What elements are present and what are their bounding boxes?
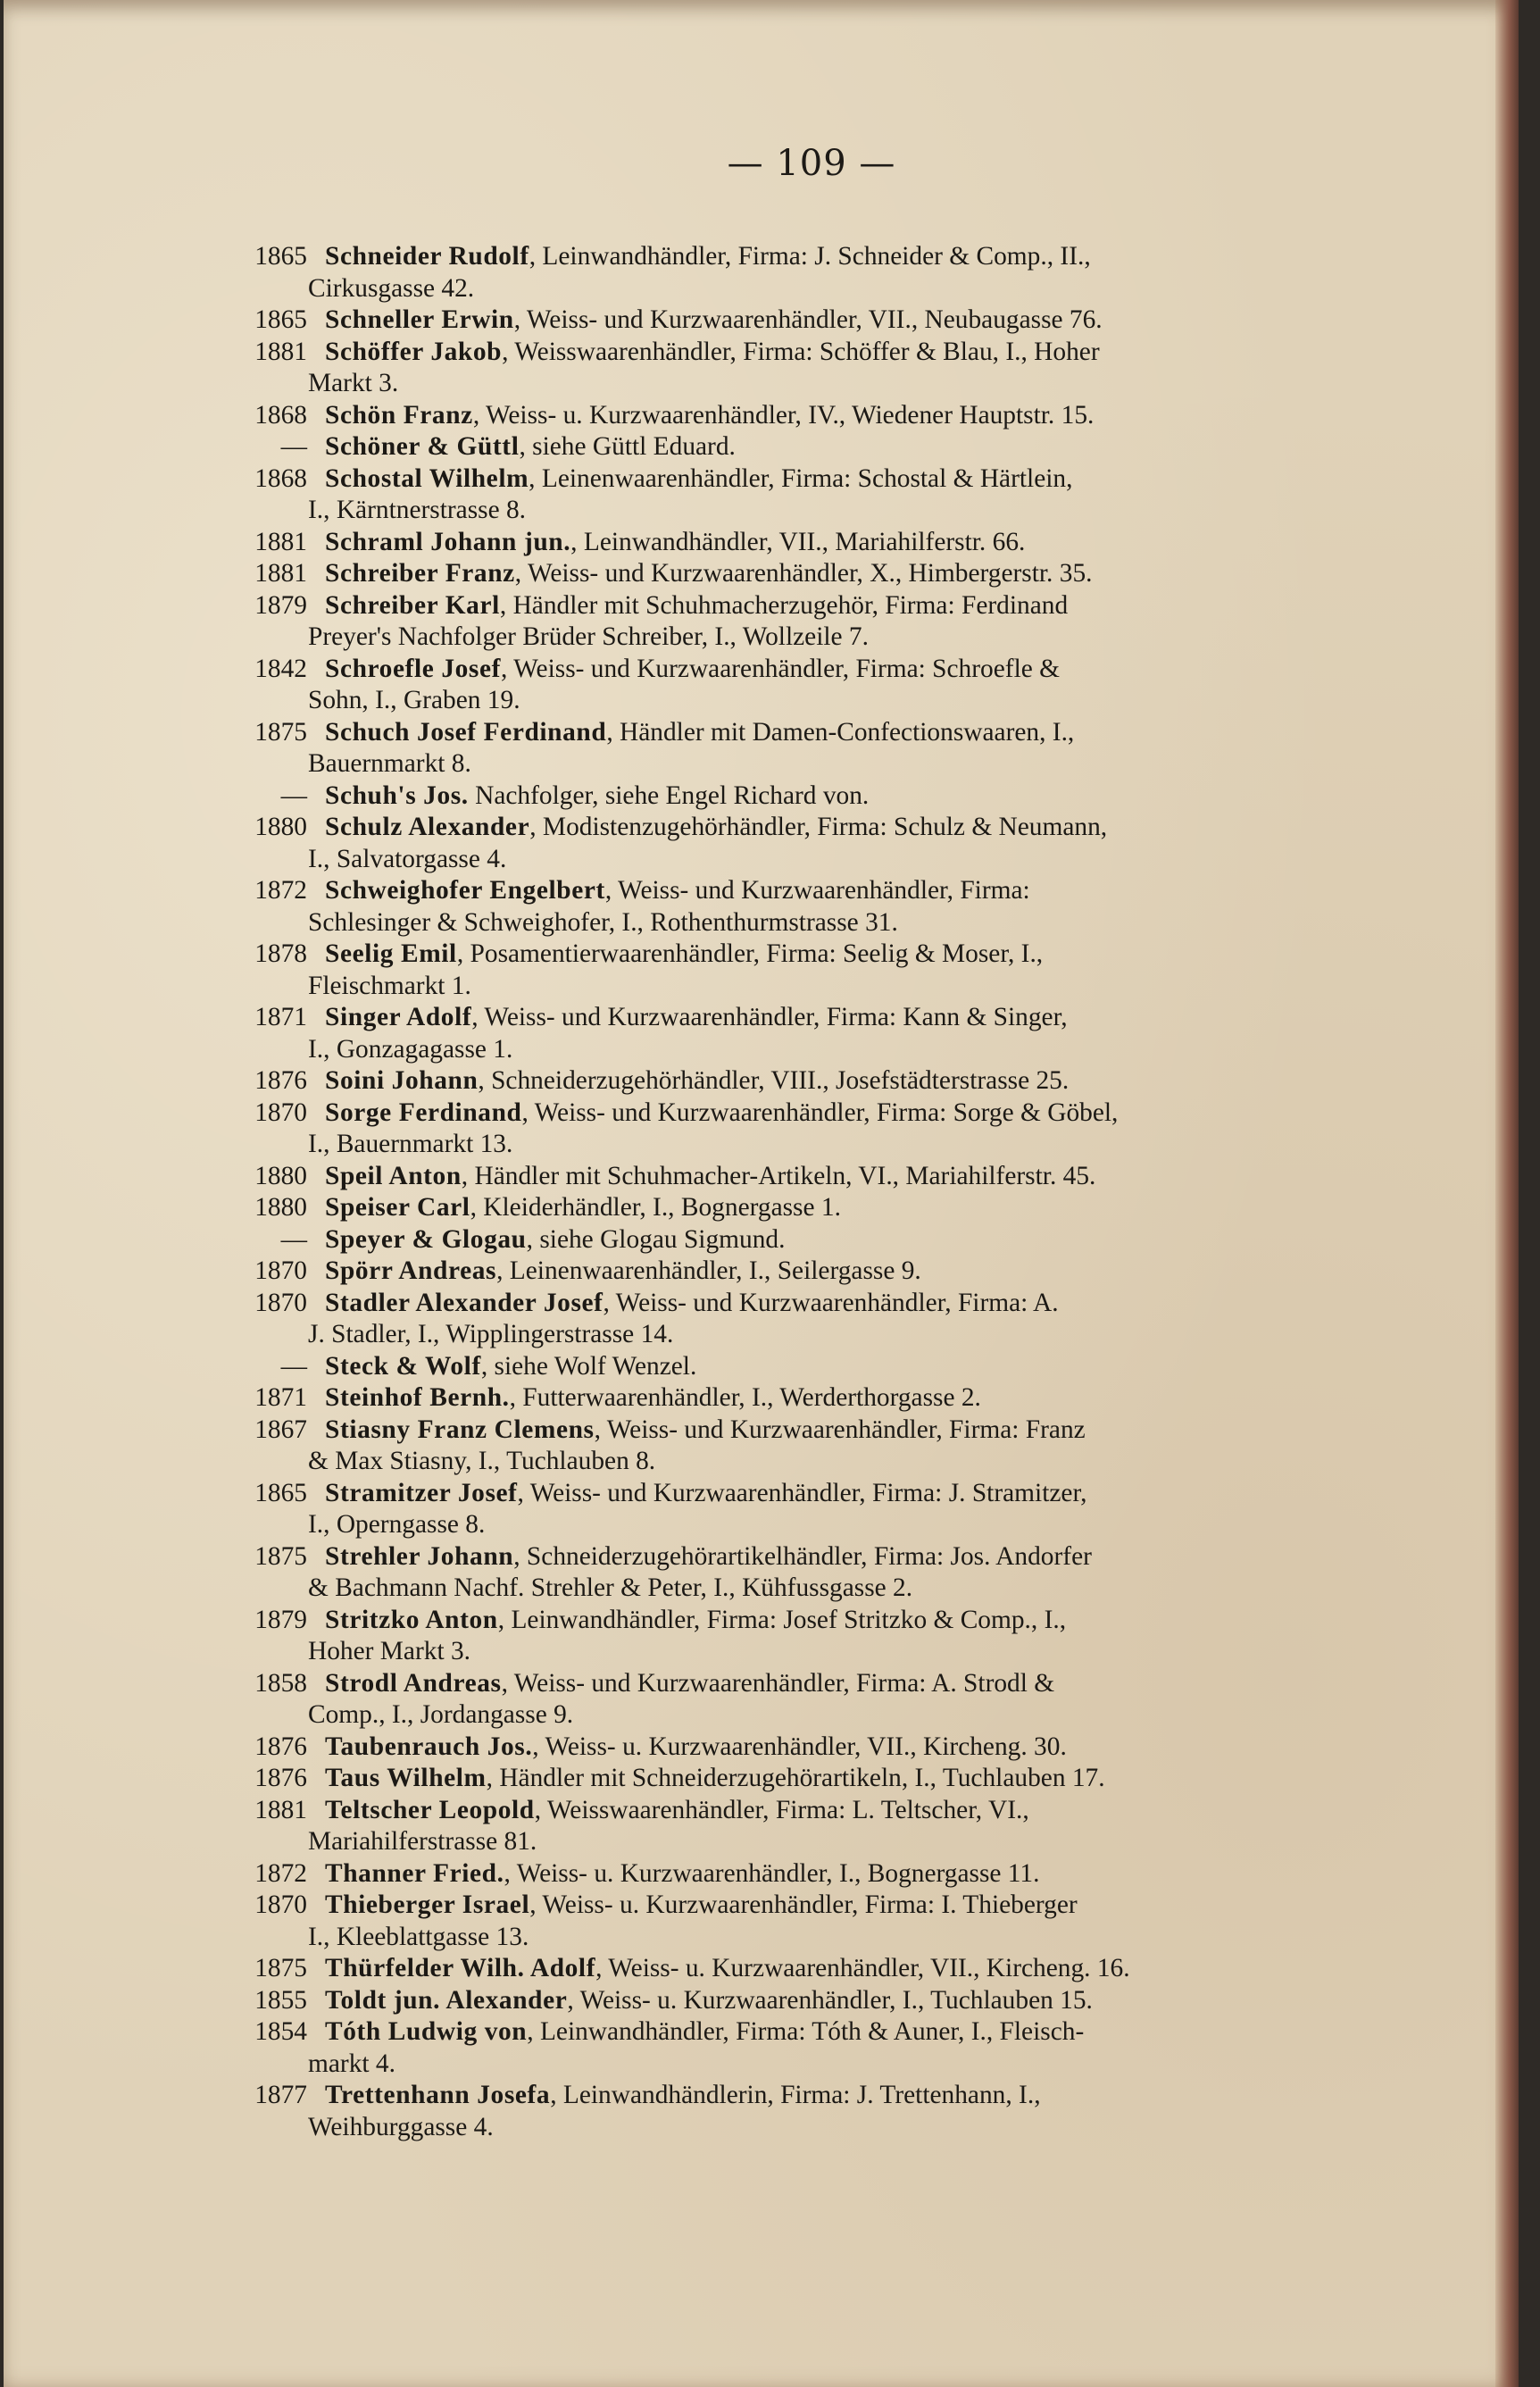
entry-first-line	[209, 1382, 1387, 1415]
entry-text	[325, 1288, 1387, 1320]
entry-name: Schön Franz	[325, 400, 473, 430]
directory-entry	[209, 1795, 1387, 1858]
entry-name: Toldt jun. Alexander	[325, 1985, 568, 2015]
entry-continuation: Bauernmarkt 8.	[308, 749, 471, 778]
entry-first-line	[209, 1985, 1387, 2017]
entry-name: Speyer & Glogau	[325, 1224, 527, 1254]
page-edge	[1495, 0, 1519, 2387]
entry-continuation: Schlesinger & Schweighofer, I., Rothenthurmstrasse 31.	[308, 907, 898, 937]
entry-details: , Weisswaarenhändler, Firma: Schöffer & Blau, I., Hoher	[502, 337, 1100, 366]
entry-continuation: markt 4.	[308, 2049, 395, 2078]
directory-entry	[209, 654, 1387, 717]
book-page	[4, 0, 1519, 2387]
entry-continuation: Preyer's Nachfolger Brüder Schreiber, I., Wollzeile 7.	[308, 622, 869, 651]
entry-first-line	[209, 1351, 1387, 1383]
entry-text	[325, 654, 1387, 686]
directory-entries	[209, 241, 1387, 2143]
entry-text	[325, 939, 1387, 971]
entry-first-line	[209, 1858, 1387, 1890]
entry-year: 1871	[254, 1383, 307, 1412]
entry-text	[325, 431, 1387, 463]
entry-first-line	[209, 590, 1387, 622]
entry-first-line	[209, 1953, 1387, 1985]
entry-first-line	[209, 780, 1387, 813]
entry-name: Schuch Josef Ferdinand	[325, 717, 607, 747]
entry-first-line	[209, 875, 1387, 907]
entry-continuation: Fleischmarkt 1.	[308, 971, 471, 1000]
directory-entry	[209, 558, 1387, 590]
entry-text	[325, 1478, 1387, 1510]
entry-name: Seelig Emil	[325, 939, 457, 968]
entry-name: Schulz Alexander	[325, 813, 530, 841]
entry-name: Singer Adolf	[325, 1003, 472, 1031]
entry-year: 1880	[254, 1193, 307, 1222]
entry-first-line	[209, 1098, 1387, 1130]
directory-entry	[209, 717, 1387, 780]
directory-entry	[209, 1541, 1387, 1605]
entry-year: 1881	[254, 559, 307, 588]
entry-first-line	[209, 1224, 1387, 1256]
entry-first-line	[209, 1415, 1387, 1447]
entry-name: Stritzko Anton	[325, 1605, 498, 1634]
entry-text	[325, 2080, 1387, 2112]
directory-entry	[209, 527, 1387, 559]
entry-text	[325, 1541, 1387, 1573]
entry-text	[325, 527, 1387, 559]
entry-text	[325, 1224, 1387, 1256]
directory-entry	[209, 812, 1387, 875]
entry-first-line	[209, 1161, 1387, 1193]
entry-first-line	[209, 1256, 1387, 1288]
entry-name: Strehler Johann	[325, 1541, 514, 1571]
entry-continuation: I., Operngasse 8.	[308, 1510, 486, 1539]
entry-year: 1865	[254, 1478, 307, 1507]
directory-entry	[209, 1605, 1387, 1668]
entry-details: , Leinwandhändler, Firma: J. Schneider & Comp., II.,	[529, 242, 1091, 271]
directory-entry	[209, 2016, 1387, 2080]
entry-text	[325, 1351, 1387, 1383]
entry-name: Taus Wilhelm	[325, 1764, 487, 1792]
entry-text	[325, 1985, 1387, 2017]
entry-name: Tóth Ludwig von	[325, 2017, 528, 2046]
entry-text	[325, 1795, 1387, 1827]
entry-name: Schostal Wilhelm	[325, 463, 529, 493]
entry-text	[325, 1002, 1387, 1034]
entry-continuation: & Max Stiasny, I., Tuchlauben 8.	[308, 1447, 656, 1475]
directory-entry	[209, 1224, 1387, 1256]
directory-entry	[209, 939, 1387, 1002]
entry-name: Schreiber Franz	[325, 559, 515, 588]
entry-continuation: I., Bauernmarkt 13.	[308, 1130, 513, 1158]
directory-entry	[209, 1890, 1387, 1953]
entry-name: Steck & Wolf	[325, 1351, 481, 1381]
entry-details: , Weiss- u. Kurzwaarenhändler, I., Tuchlauben 15.	[567, 1985, 1093, 2015]
entry-details: , Weiss- und Kurzwaarenhändler, Firma: A.	[603, 1288, 1059, 1317]
entry-continuation: Cirkusgasse 42.	[308, 273, 475, 303]
entry-name: Schöner & Güttl	[325, 432, 520, 461]
directory-entry	[209, 1478, 1387, 1541]
entry-details: , Weiss- und Kurzwaarenhändler, X., Himbergerstr. 35.	[514, 559, 1093, 588]
entry-continuation: Comp., I., Jordangasse 9.	[308, 1700, 574, 1729]
entry-first-line	[209, 1288, 1387, 1320]
entry-first-line	[209, 400, 1387, 432]
directory-entry	[209, 1985, 1387, 2017]
entry-name: Thanner Fried.	[325, 1858, 504, 1888]
page-number: — 109 —	[727, 143, 896, 184]
entry-text	[325, 241, 1387, 273]
entry-first-line	[209, 654, 1387, 686]
entry-year: 1875	[254, 1954, 307, 1982]
entry-details: , Weisswaarenhändler, Firma: L. Teltscher, VI.,	[534, 1795, 1029, 1824]
entry-year: 1854	[254, 2017, 307, 2046]
entry-year: 1858	[254, 1668, 307, 1698]
entry-first-line	[209, 812, 1387, 844]
entry-year: —	[280, 780, 307, 810]
entry-first-line	[209, 717, 1387, 749]
entry-continuation: I., Gonzagagasse 1.	[308, 1034, 513, 1064]
entry-text	[325, 1858, 1387, 1890]
entry-details: , Händler mit Schuhmacher-Artikeln, VI., Mariahilferstr. 45.	[461, 1161, 1096, 1190]
entry-name: Schreiber Karl	[325, 590, 500, 620]
entry-text	[325, 337, 1387, 369]
entry-text	[325, 1732, 1387, 1764]
entry-year: 1870	[254, 1256, 307, 1285]
entry-year: 1876	[254, 1764, 307, 1792]
entry-first-line	[209, 431, 1387, 463]
entry-details: , Leinenwaarenhändler, Firma: Schostal & Härtlein,	[529, 463, 1073, 493]
directory-entry	[209, 1382, 1387, 1415]
directory-entry	[209, 1351, 1387, 1383]
entry-text	[325, 1065, 1387, 1098]
entry-year: —	[280, 432, 307, 461]
entry-year: 1879	[254, 1605, 307, 1634]
entry-details: , Leinwandhändlerin, Firma: J. Trettenhann, I.,	[550, 2081, 1041, 2109]
entry-text	[325, 1953, 1387, 1985]
entry-year: 1879	[254, 590, 307, 620]
entry-details: , Weiss- und Kurzwaarenhändler, Firma: Franz	[594, 1415, 1086, 1444]
entry-continuation: I., Kärntnerstrasse 8.	[308, 496, 527, 524]
entry-first-line	[209, 337, 1387, 369]
entry-year: 1855	[254, 1985, 307, 2015]
entry-details: , Weiss- u. Kurzwaarenhändler, IV., Wiedener Hauptstr. 15.	[472, 400, 1095, 430]
entry-text	[325, 590, 1387, 622]
directory-entry	[209, 1288, 1387, 1351]
entry-first-line	[209, 1192, 1387, 1224]
directory-entry	[209, 337, 1387, 400]
entry-text	[325, 1192, 1387, 1224]
entry-continuation: Weihburggasse 4.	[308, 2112, 494, 2141]
entry-first-line	[209, 1763, 1387, 1795]
entry-text	[325, 780, 1387, 813]
directory-entry	[209, 1858, 1387, 1890]
entry-details: , Händler mit Damen-Confectionswaaren, I.,	[606, 717, 1075, 747]
entry-first-line	[209, 1605, 1387, 1637]
entry-text	[325, 2016, 1387, 2049]
entry-name: Thürfelder Wilh. Adolf	[325, 1954, 596, 1982]
directory-entry	[209, 400, 1387, 432]
entry-details: , siehe Glogau Sigmund.	[526, 1224, 786, 1254]
directory-entry	[209, 1256, 1387, 1288]
entry-year: 1881	[254, 1795, 307, 1824]
entry-first-line	[209, 305, 1387, 337]
entry-text	[325, 1161, 1387, 1193]
directory-entry	[209, 1161, 1387, 1193]
directory-entry	[209, 1002, 1387, 1065]
entry-continuation: Hoher Markt 3.	[308, 1637, 471, 1665]
entry-name: Stiasny Franz Clemens	[325, 1415, 595, 1444]
entry-text	[325, 558, 1387, 590]
directory-entry	[209, 305, 1387, 337]
entry-first-line	[209, 2080, 1387, 2112]
entry-name: Steinhof Bernh.	[325, 1383, 510, 1412]
entry-year: 1876	[254, 1066, 307, 1095]
entry-name: Stadler Alexander Josef	[325, 1288, 604, 1317]
entry-year: 1865	[254, 305, 307, 334]
directory-entry	[209, 1668, 1387, 1732]
entry-first-line	[209, 1732, 1387, 1764]
entry-text	[325, 717, 1387, 749]
entry-details: , Weiss- und Kurzwaarenhändler, Firma: Schroefle &	[501, 654, 1060, 683]
entry-text	[325, 463, 1387, 496]
entry-first-line	[209, 1002, 1387, 1034]
directory-entry	[209, 1732, 1387, 1764]
entry-text	[325, 1415, 1387, 1447]
entry-details: , Weiss- und Kurzwaarenhändler, Firma: J. Stramitzer,	[517, 1478, 1087, 1507]
entry-text	[325, 400, 1387, 432]
directory-entry	[209, 2080, 1387, 2143]
entry-name: Stramitzer Josef	[325, 1478, 518, 1507]
entry-year: 1871	[254, 1003, 307, 1031]
entry-continuation: I., Kleeblattgasse 13.	[308, 1922, 529, 1951]
entry-details: Nachfolger, siehe Engel Richard von.	[468, 780, 870, 810]
entry-year: —	[280, 1224, 307, 1254]
entry-text	[325, 1382, 1387, 1415]
directory-entry	[209, 1192, 1387, 1224]
entry-year: 1872	[254, 1858, 307, 1888]
entry-year: 1842	[254, 654, 307, 683]
entry-details: , Weiss- u. Kurzwaarenhändler, VII., Kircheng. 16.	[595, 1954, 1130, 1982]
entry-text	[325, 1256, 1387, 1288]
entry-details: , Weiss- und Kurzwaarenhändler, Firma: Sorge & Göbel,	[521, 1098, 1119, 1127]
entry-text	[325, 305, 1387, 337]
entry-year: 1878	[254, 939, 307, 968]
entry-name: Speiser Carl	[325, 1193, 470, 1222]
entry-year: —	[280, 1351, 307, 1381]
entry-details: , Schneiderzugehörhändler, VIII., Josefstädterstrasse 25.	[478, 1066, 1070, 1095]
entry-name: Taubenrauch Jos.	[325, 1732, 533, 1761]
entry-first-line	[209, 2016, 1387, 2049]
directory-entry	[209, 875, 1387, 939]
directory-entry	[209, 1953, 1387, 1985]
entry-name: Schöffer Jakob	[325, 337, 503, 366]
entry-details: , Posamentierwaarenhändler, Firma: Seelig & Moser, I.,	[456, 939, 1044, 968]
entry-name: Schroefle Josef	[325, 654, 501, 683]
entry-year: 1865	[254, 242, 307, 271]
entry-name: Schweighofer Engelbert	[325, 876, 605, 905]
entry-year: 1875	[254, 1541, 307, 1571]
entry-name: Schraml Johann jun.	[325, 527, 571, 556]
directory-entry	[209, 431, 1387, 463]
entry-details: , Weiss- u. Kurzwaarenhändler, Firma: I. Thieberger	[529, 1890, 1078, 1919]
entry-year: 1870	[254, 1890, 307, 1919]
entry-text	[325, 875, 1387, 907]
entry-year: 1870	[254, 1098, 307, 1127]
entry-details: , Leinwandhändler, VII., Mariahilferstr. 66.	[570, 527, 1026, 556]
entry-year: 1877	[254, 2081, 307, 2109]
entry-name: Thieberger Israel	[325, 1890, 530, 1919]
entry-year: 1881	[254, 337, 307, 366]
entry-year: 1867	[254, 1415, 307, 1444]
entry-details: , Leinwandhändler, Firma: Tóth & Auner, I., Fleisch-	[527, 2017, 1085, 2046]
entry-details: , Weiss- u. Kurzwaarenhändler, I., Bognergasse 11.	[504, 1858, 1040, 1888]
entry-name: Schneller Erwin	[325, 305, 514, 334]
entry-first-line	[209, 558, 1387, 590]
entry-details: , Weiss- u. Kurzwaarenhändler, VII., Kircheng. 30.	[532, 1732, 1067, 1761]
entry-details: , Futterwaarenhändler, I., Werderthorgasse 2.	[509, 1383, 981, 1412]
entry-first-line	[209, 1890, 1387, 1922]
entry-continuation: Sohn, I., Graben 19.	[308, 686, 520, 714]
entry-first-line	[209, 1478, 1387, 1510]
entry-first-line	[209, 1541, 1387, 1573]
entry-details: , Schneiderzugehörartikelhändler, Firma: Jos. Andorfer	[513, 1541, 1092, 1571]
entry-year: 1875	[254, 717, 307, 747]
directory-entry	[209, 590, 1387, 654]
entry-continuation: Markt 3.	[308, 369, 399, 397]
entry-text	[325, 1763, 1387, 1795]
entry-first-line	[209, 1668, 1387, 1700]
entry-text	[325, 1890, 1387, 1922]
directory-entry	[209, 1763, 1387, 1795]
entry-details: , siehe Güttl Eduard.	[519, 432, 736, 461]
directory-entry	[209, 780, 1387, 813]
entry-text	[325, 1605, 1387, 1637]
entry-name: Schuh's Jos.	[325, 780, 469, 810]
entry-name: Soini Johann	[325, 1066, 479, 1095]
entry-year: 1872	[254, 876, 307, 905]
entry-text	[325, 1098, 1387, 1130]
entry-first-line	[209, 527, 1387, 559]
entry-details: , Kleiderhändler, I., Bognergasse 1.	[470, 1193, 841, 1222]
entry-details: , siehe Wolf Wenzel.	[480, 1351, 697, 1381]
directory-entry	[209, 1065, 1387, 1098]
entry-name: Speil Anton	[325, 1161, 462, 1190]
entry-continuation: I., Salvatorgasse 4.	[308, 844, 507, 873]
entry-details: , Weiss- und Kurzwaarenhändler, Firma: A. Strodl &	[501, 1668, 1055, 1698]
entry-details: , Händler mit Schuhmacherzugehör, Firma: Ferdinand	[499, 590, 1069, 620]
entry-first-line	[209, 1065, 1387, 1098]
entry-details: , Händler mit Schneiderzugehörartikeln, I., Tuchlauben 17.	[486, 1764, 1105, 1792]
entry-year: 1880	[254, 1161, 307, 1190]
entry-year: 1881	[254, 527, 307, 556]
entry-details: , Modistenzugehörhändler, Firma: Schulz & Neumann,	[529, 813, 1108, 841]
entry-details: , Weiss- und Kurzwaarenhändler, VII., Neubaugasse 76.	[513, 305, 1103, 334]
entry-name: Strodl Andreas	[325, 1668, 502, 1698]
directory-entry	[209, 1098, 1387, 1161]
entry-continuation: Mariahilferstrasse 81.	[308, 1827, 537, 1856]
directory-entry	[209, 463, 1387, 527]
entry-year: 1880	[254, 813, 307, 841]
entry-first-line	[209, 1795, 1387, 1827]
entry-details: , Leinenwaarenhändler, I., Seilergasse 9.	[496, 1256, 921, 1285]
entry-continuation: & Bachmann Nachf. Strehler & Peter, I., Kühfussgasse 2.	[308, 1573, 913, 1602]
directory-entry	[209, 241, 1387, 305]
entry-first-line	[209, 241, 1387, 273]
entry-first-line	[209, 939, 1387, 971]
entry-continuation: J. Stadler, I., Wipplingerstrasse 14.	[308, 1320, 674, 1348]
entry-name: Spörr Andreas	[325, 1256, 497, 1285]
entry-name: Teltscher Leopold	[325, 1795, 535, 1824]
entry-year: 1876	[254, 1732, 307, 1761]
entry-name: Trettenhann Josefa	[325, 2081, 551, 2109]
entry-year: 1868	[254, 463, 307, 493]
entry-details: , Weiss- und Kurzwaarenhändler, Firma:	[604, 876, 1030, 905]
entry-text	[325, 812, 1387, 844]
entry-year: 1870	[254, 1288, 307, 1317]
entry-details: , Weiss- und Kurzwaarenhändler, Firma: Kann & Singer,	[471, 1003, 1068, 1031]
entry-name: Schneider Rudolf	[325, 242, 529, 271]
entry-name: Sorge Ferdinand	[325, 1098, 522, 1127]
entry-first-line	[209, 463, 1387, 496]
entry-year: 1868	[254, 400, 307, 430]
entry-text	[325, 1668, 1387, 1700]
entry-details: , Leinwandhändler, Firma: Josef Stritzko & Comp., I.,	[497, 1605, 1067, 1634]
directory-entry	[209, 1415, 1387, 1478]
